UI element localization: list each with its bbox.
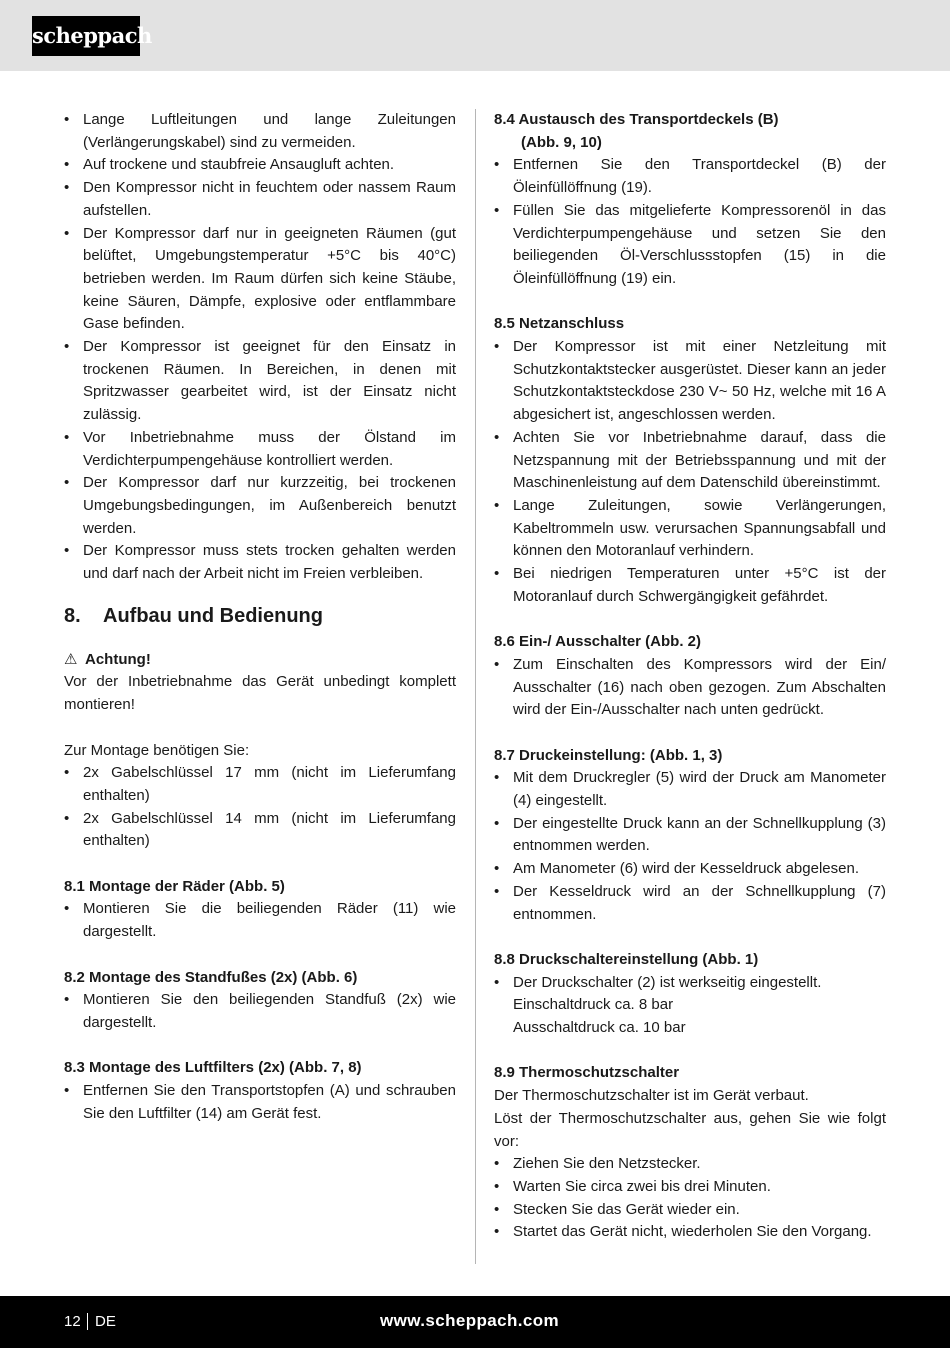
switch-off-pressure: Ausschaltdruck ca. 10 bar bbox=[513, 1019, 686, 1037]
paragraph: Löst der Thermoschutzschalter aus, gehen Sie wie folgt vor: bbox=[494, 1109, 886, 1150]
subsection-heading-8-4: 8.4 Austausch des Transportdeckels (B) bbox=[494, 111, 779, 128]
list-item: • Der Druckschalter (2) ist werkseitig eingestellt. bbox=[494, 972, 886, 995]
list-item: • Bei niedrigen Temperaturen unter +5°C ist der Motoranlauf durch Schwergängigkeit gefährdet. bbox=[494, 563, 886, 608]
list-item: • Der Kompressor darf nur kurzzeitig, bei trockenen Umgebungsbedingungen, im Außenbereich benutzt werden. bbox=[64, 472, 456, 540]
list-item: • 2x Gabelschlüssel 17 mm (nicht im Lieferumfang enthalten) bbox=[64, 762, 456, 807]
list-item: • Der Kesseldruck wird an der Schnellkupplung (7) entnommen. bbox=[494, 881, 886, 926]
list-item: • Startet das Gerät nicht, wiederholen Sie den Vorgang. bbox=[494, 1221, 886, 1244]
subsection-list-8-2 bbox=[64, 989, 456, 1034]
warning-text: Vor der Inbetriebnahme das Gerät unbedingt komplett montieren! bbox=[64, 673, 456, 714]
subsection-heading-8-8: 8.8 Druckschaltereinstellung (Abb. 1) bbox=[494, 950, 759, 968]
list-item: • Der eingestellte Druck kann an der Schnellkupplung (3) entnommen werden. bbox=[494, 813, 886, 858]
list-item: • Auf trockene und staubfreie Ansaugluft achten. bbox=[64, 154, 456, 177]
subsection-list-8-4 bbox=[494, 154, 886, 290]
warning-triangle-icon: ⚠ bbox=[64, 650, 78, 668]
section-heading bbox=[64, 603, 456, 629]
list-item: • 2x Gabelschlüssel 14 mm (nicht im Lieferumfang enthalten) bbox=[64, 808, 456, 853]
list-item: • Der Kompressor ist geeignet für den Einsatz in trockenen Räumen. In Bereichen, in denen mit Spritzwasser gearbeitet wird, ist der Einsatz nicht zulässig. bbox=[64, 336, 456, 427]
subsection-list-8-3 bbox=[64, 1080, 456, 1125]
list-item: • Montieren Sie die beiliegenden Räder (11) wie dargestellt. bbox=[64, 898, 456, 943]
subsection-list-8-5 bbox=[494, 336, 886, 608]
subsection-heading-8-1: 8.1 Montage der Räder (Abb. 5) bbox=[64, 877, 285, 895]
subsection-heading-8-4-cont: (Abb. 9, 10) bbox=[521, 133, 602, 151]
list-item: • Den Kompressor nicht in feuchtem oder nassem Raum aufstellen. bbox=[64, 177, 456, 222]
brand-logo: scheppach bbox=[32, 16, 140, 56]
switch-on-pressure: Einschaltdruck ca. 8 bar bbox=[513, 996, 674, 1014]
list-item: • Achten Sie vor Inbetriebnahme darauf, dass die Netzspannung mit der Betriebsspannung und mit der Maschinenleistung auf dem Datenschild übereinstimmt. bbox=[494, 427, 886, 495]
page-number: 12 bbox=[64, 1313, 81, 1330]
list-item: • Füllen Sie das mitgelieferte Kompressorenöl in das Verdichterpumpengehäuse und setzen Sie den beiliegenden Öl-Verschlussstopfen (15) in die Öleinfüllöffnung (19) ein. bbox=[494, 200, 886, 291]
list-item: • Lange Zuleitungen, sowie Verlängerungen, Kabeltrommeln usw. verursachen Spannungsabfall und können den Motoranlauf verhindern. bbox=[494, 495, 886, 563]
list-item: • Mit dem Druckregler (5) wird der Druck am Manometer (4) eingestellt. bbox=[494, 767, 886, 812]
list-item: • Der Kompressor muss stets trocken gehalten werden und darf nach der Arbeit nicht im Freien verbleiben. bbox=[64, 540, 456, 585]
language-code: DE bbox=[95, 1313, 116, 1330]
subsection-heading-8-6: 8.6 Ein-/ Ausschalter (Abb. 2) bbox=[494, 633, 701, 651]
right-column bbox=[494, 109, 886, 1244]
subsection-heading-8-9: 8.9 Thermoschutzschalter bbox=[494, 1064, 680, 1082]
list-item: • Zum Einschalten des Kompressors wird der Ein/ Ausschalter (16) nach oben gezogen. Zum Abschalten wird der Ein-/Ausschalter nach unten gedrückt. bbox=[494, 654, 886, 722]
section-number: 8. bbox=[64, 604, 81, 627]
subsection-list-8-1 bbox=[64, 898, 456, 943]
subsection-heading-8-7: 8.7 Druckeinstellung: (Abb. 1, 3) bbox=[494, 746, 723, 764]
subsection-heading-8-2: 8.2 Montage des Standfußes (2x) (Abb. 6) bbox=[64, 968, 358, 986]
list-item: • Warten Sie circa zwei bis drei Minuten. bbox=[494, 1176, 886, 1199]
list-item: • Der Kompressor ist mit einer Netzleitung mit Schutzkontaktstecker ausgerüstet. Dieser kann an jeder Schutzkontaktsteckdose 230 V~ 50 Hz, welche mit 16 A abgesichert ist, angeschlossen werden. bbox=[494, 336, 886, 427]
tools-list bbox=[64, 762, 456, 853]
list-item: • Montieren Sie den beiliegenden Standfuß (2x) wie dargestellt. bbox=[64, 989, 456, 1034]
warning-title: Achtung! bbox=[85, 650, 151, 668]
paragraph: Der Thermoschutzschalter ist im Gerät verbaut. bbox=[494, 1087, 809, 1105]
list-item: • Ziehen Sie den Netzstecker. bbox=[494, 1153, 886, 1176]
list-item: • Lange Luftleitungen und lange Zuleitungen (Verlängerungskabel) sind zu vermeiden. bbox=[64, 109, 456, 154]
list-item: • Vor Inbetriebnahme muss der Ölstand im Verdichterpumpengehäuse kontrolliert werden. bbox=[64, 427, 456, 472]
page-footer bbox=[0, 1296, 950, 1348]
section-title: Aufbau und Bedienung bbox=[103, 604, 323, 627]
page-header bbox=[0, 0, 950, 71]
website-link[interactable]: www.scheppach.com bbox=[380, 1311, 560, 1330]
list-item: • Stecken Sie das Gerät wieder ein. bbox=[494, 1199, 886, 1222]
subsection-heading-8-3: 8.3 Montage des Luftfilters (2x) (Abb. 7, 8) bbox=[64, 1059, 362, 1077]
tools-intro: Zur Montage benötigen Sie: bbox=[64, 741, 250, 759]
column-divider bbox=[475, 109, 476, 1264]
left-column bbox=[64, 109, 456, 1125]
list-item: • Entfernen Sie den Transportdeckel (B) der Öleinfüllöffnung (19). bbox=[494, 154, 886, 199]
footer-separator bbox=[87, 1313, 88, 1330]
warning-heading bbox=[64, 649, 456, 672]
list-item: • Der Kompressor darf nur in geeigneten Räumen (gut belüftet, Umgebungstemperatur +5°C bis 40°C) betrieben werden. Im Raum dürfen sich keine Stäube, keine Säuren, Dämpfe, explosive oder entflammbare Gase befinden. bbox=[64, 223, 456, 337]
intro-bullet-list bbox=[64, 109, 456, 586]
subsection-heading-8-5: 8.5 Netzanschluss bbox=[494, 315, 625, 333]
list-item: • Entfernen Sie den Transportstopfen (A) und schrauben Sie den Luftfilter (14) am Gerät fest. bbox=[64, 1080, 456, 1125]
list-item: • Am Manometer (6) wird der Kesseldruck abgelesen. bbox=[494, 858, 886, 881]
subsection-list-8-7 bbox=[494, 767, 886, 926]
subsection-list-8-8 bbox=[494, 972, 886, 995]
subsection-list-8-6 bbox=[494, 654, 886, 722]
subsection-list-8-9 bbox=[494, 1153, 886, 1244]
